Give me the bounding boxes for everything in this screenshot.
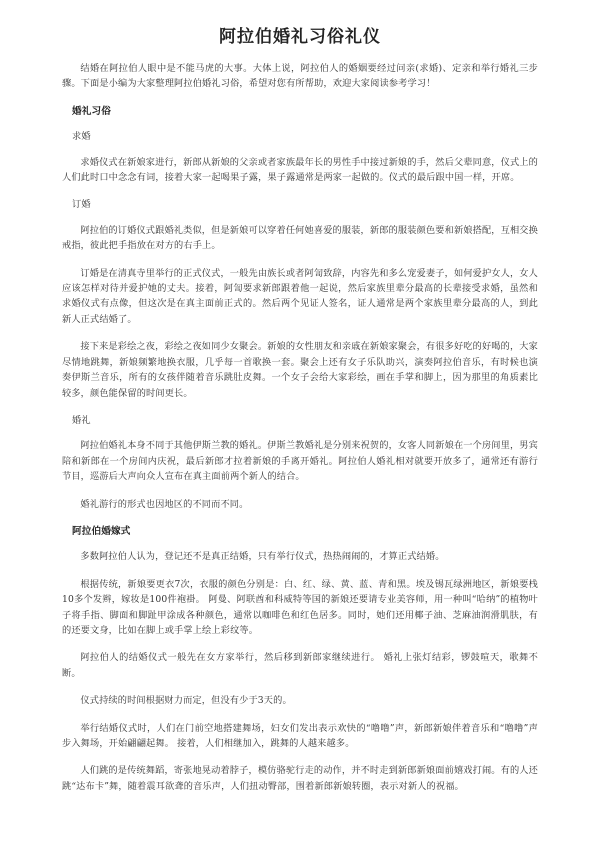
paragraph-wedding-1: 阿拉伯婚礼本身不同于其他伊斯兰教的婚礼。伊斯兰教婚礼是分别来祝贺的，女客人同新娘在一个房间里，男宾陪和新郎在一个房间内庆祝，最后新郎才拉着新娘的手离开婚礼。阿拉伯人婚礼相对就要开放多了，通常还有游行节目，巡游后大声向众人宣布在真主面前两个新人的结合。: [62, 440, 538, 483]
subheading-wedding: 婚礼: [72, 414, 91, 426]
section-heading-marriage-ceremony: 阿拉伯婚嫁式: [72, 525, 131, 537]
paragraph-engagement-2: 订婚是在清真寺里举行的正式仪式，一般先由族长或者阿訇致辞，内容先和多么宠爱妻子，如何爱护女人，女人应该怎样对待并爱护她的丈夫。接着，阿訇要求新郎跟着他一起说，然后家族里辈分最高的长辈接受求婚，虽然和求婚仪式有点像，但这次是在真主面前正式的。然后两个见证人签名，证人通常是两个家族里辈分最高的人，到此新人正式结婚了。: [62, 267, 538, 325]
paragraph-ceremony-3: 阿拉伯人的结婚仪式一般先在女方家举行，然后移到新郎家继续进行。 婚礼上张灯结彩，锣鼓喧天，歌舞不断。: [62, 652, 538, 679]
paragraph-ceremony-1: 多数阿拉伯人认为，登记还不是真正结婚，只有举行仪式，热热闹闹的，才算正式结婚。: [80, 551, 445, 563]
paragraph-engagement-1: 阿拉伯的订婚仪式跟婚礼类似，但是新娘可以穿着任何她喜爱的服装，新郎的服装颜色要和新娘搭配，互相交换戒指，彼此把手指放在对方的右手上。: [62, 224, 538, 252]
intro-paragraph: 结婚在阿拉伯人眼中是不能马虎的大事。大体上说，阿拉伯人的婚姻要经过问亲(求婚)、定亲和举行婚礼三步骤。下面是小编为大家整理阿拉伯婚礼习俗，希望对您有所帮助，欢迎大家阅读参考学习！: [62, 63, 538, 90]
subheading-engagement: 订婚: [72, 199, 91, 211]
paragraph-ceremony-2: 根据传统，新娘要更衣7次，衣服的颜色分别是：白、红、绿、黄、蓝、青和黑。埃及锡瓦绿洲地区，新娘要栈10多个发辫，嫁妆是100件袍褂。 阿曼、阿联酋和科威特等国的新娘还要请专业美容师，用一种叫“哈纳”的植物叶子将手指、脚面和脚趾甲涂成各种颜色，通常以咖啡色和红色居多。同时，她们还用椰子油、芝麻油润滑肌肤，有的还要文身，比如在脚上或手掌上绘上彩纹等。: [62, 578, 538, 636]
section-heading-wedding-customs: 婚礼习俗: [72, 105, 111, 117]
paragraph-ceremony-6: 人们跳的是传统舞蹈，寄张地晃动着脖子，模仿骆驼行走的动作，并不时走到新郎新娘面前嬉戏打闹。有的人还跳“达布卡”舞，随着震耳欲聋的音乐声，人们扭动臀部，围着新郎新娘转圈，表示对新人的祝福。: [62, 765, 538, 792]
document-title: 阿拉伯婚礼习俗礼仪: [219, 27, 381, 47]
paragraph-wedding-2: 婚礼游行的形式也因地区的不同而不同。: [80, 498, 249, 510]
subheading-proposal: 求婚: [72, 131, 91, 143]
paragraph-proposal: 求婚仪式在新娘家进行，新郎从新娘的父亲或者家族最年长的男性手中接过新娘的手，然后父辈同意，仪式上的人们此时口中念念有词，接着大家一起喝果子露，果子露通常是两家一起做的。仪式的最后跟中国一样，开席。: [62, 156, 538, 184]
paragraph-ceremony-4: 仪式持续的时间根据财力而定，但没有少于3天的。: [80, 695, 292, 707]
paragraph-ceremony-5: 举行结婚仪式时，人们在门前空地搭建舞场，妇女们发出表示欢快的“噜噜”声，新郎新娘伴着音乐和“噜噜”声步入舞场，开始翩翩起舞。 接着，人们相继加入，跳舞的人越来越多。: [62, 722, 538, 749]
paragraph-henna-night: 接下来是彩绘之夜，彩绘之夜如同少女聚会。新娘的女性朋友和亲戚在新娘家聚会，有很多好吃的好喝的，大家尽情地跳舞，新娘频繁地换衣服，几乎每一首歌换一套。聚会上还有女子乐队助兴，演奏阿拉伯音乐，有时候也演奏伊斯兰音乐，所有的女孩伴随着音乐跳肚皮舞。一个女子会给大家彩绘，画在手掌和脚上，因为那里的角质素比较多，颜色能保留的时间更长。: [62, 341, 538, 399]
